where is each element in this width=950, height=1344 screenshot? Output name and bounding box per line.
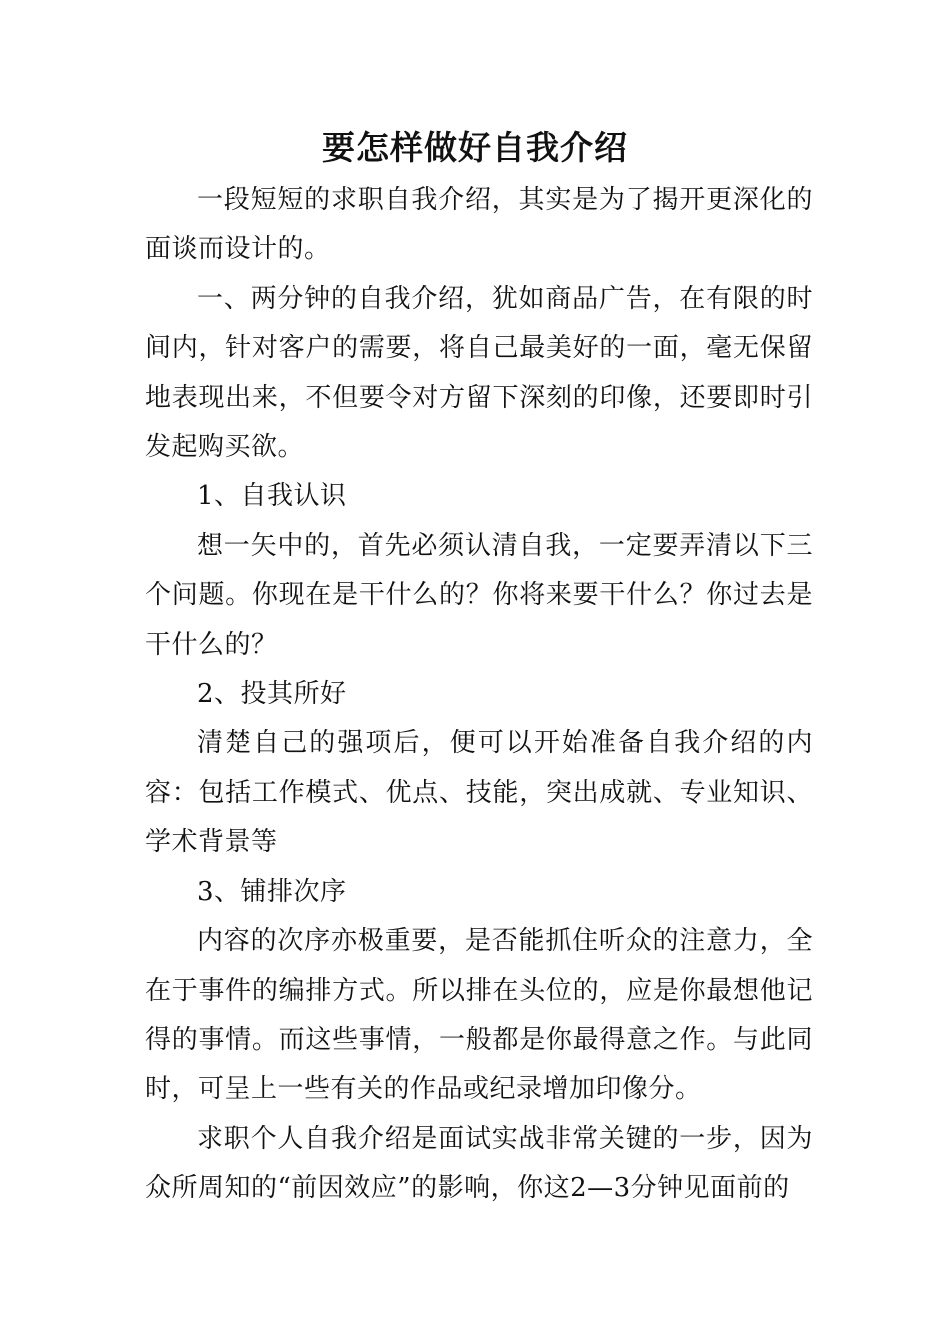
paragraph-cater: 清楚自己的强项后，便可以开始准备自我介绍的内容：包括工作模式、优点、技能，突出成就、专业知识、学术背景等 [145, 728, 813, 858]
paragraph-self-knowledge: 想一矢中的，首先必须认清自我，一定要弄清以下三个问题。你现在是干什么的？你将来要干什么？你过去是干什么的？ [145, 530, 813, 660]
paragraph-intro: 一段短短的求职自我介绍，其实是为了揭开更深化的面谈而设计的。 [145, 185, 813, 265]
document-body [145, 176, 813, 1214]
paragraph-ordering: 内容的次序亦极重要，是否能抓住听众的注意力，全在于事件的编排方式。所以排在头位的，应是你最想他记得的事情。而这些事情，一般都是你最得意之作。与此同时，可呈上一些有关的作品或纪录增加印像分。 [145, 926, 813, 1105]
paragraph-section-one: 一、两分钟的自我介绍，犹如商品广告，在有限的时间内，针对客户的需要，将自己最美好的一面，毫无保留地表现出来，不但要令对方留下深刻的印像，还要即时引发起购买欲。 [145, 283, 813, 463]
heading-ordering: 3、铺排次序 [197, 876, 347, 907]
heading-self-knowledge: 1、自我认识 [197, 481, 347, 512]
heading-cater: 2、投其所好 [197, 679, 347, 710]
paragraph-closing: 求职个人自我介绍是面试实战非常关键的一步，因为众所周知的“前因效应”的影响，你这2—3分钟见面前的 [145, 1123, 813, 1204]
document-title: 要怎样做好自我介绍 [322, 128, 628, 167]
